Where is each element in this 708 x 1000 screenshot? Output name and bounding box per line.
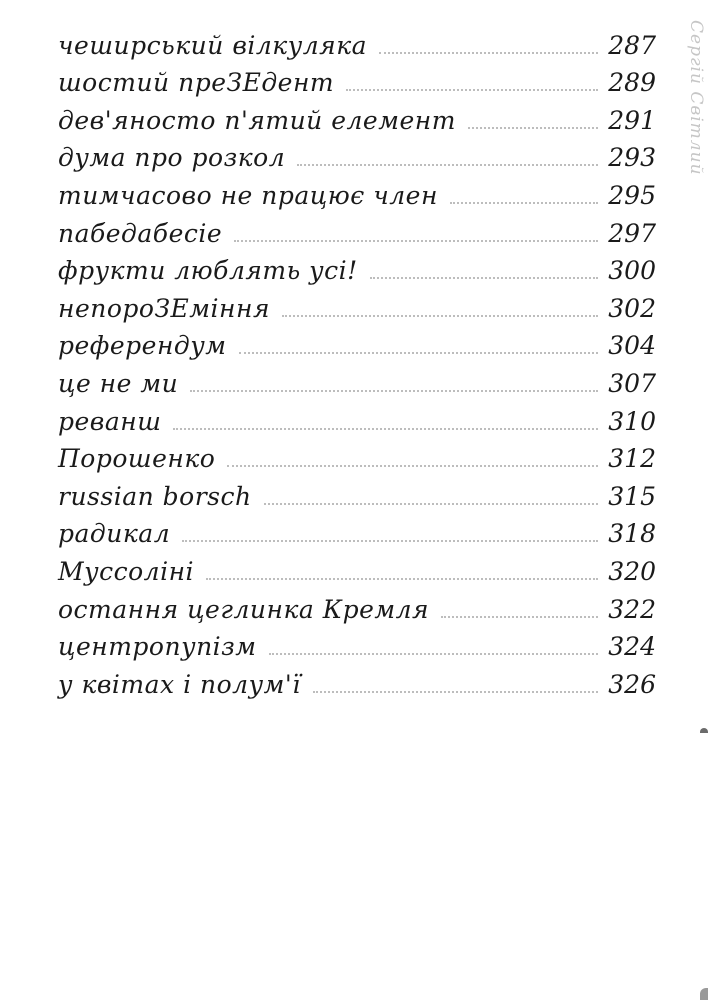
- toc-entry-title: тимчасово не працює член: [58, 180, 438, 210]
- toc-entry: [58, 133, 656, 171]
- toc-entry-title: дума про розкол: [58, 143, 286, 173]
- dot-leader: [227, 465, 598, 467]
- toc-entry-title: Муссоліні: [58, 556, 195, 586]
- page-edge-mark: [700, 728, 708, 733]
- dot-leader: [282, 315, 598, 317]
- dot-leader: [269, 653, 599, 655]
- toc-entry-title: це не ми: [58, 368, 179, 398]
- toc-entry-page: 307: [608, 368, 656, 398]
- toc-entry-title: у квітах і полум'ї: [58, 669, 301, 699]
- toc-entry-page: 326: [608, 669, 656, 699]
- running-header: Сергій Світлий: [686, 20, 706, 176]
- dot-leader: [182, 540, 598, 542]
- dot-leader: [190, 390, 598, 392]
- toc-entry: [58, 208, 656, 246]
- toc-entry-page: 293: [608, 143, 656, 173]
- toc-entry: [58, 246, 656, 284]
- toc-entry: [58, 471, 656, 509]
- dot-leader: [239, 352, 599, 354]
- toc-entry: [58, 283, 656, 321]
- toc-entry: [58, 170, 656, 208]
- table-of-contents: [58, 20, 656, 697]
- toc-entry-page: 320: [608, 556, 656, 586]
- toc-entry-page: 304: [608, 331, 656, 361]
- toc-entry: [58, 659, 656, 697]
- toc-entry-page: 289: [608, 68, 656, 98]
- toc-entry: [58, 58, 656, 96]
- dot-leader: [313, 691, 599, 693]
- toc-entry-page: 322: [608, 594, 656, 624]
- toc-entry: [58, 321, 656, 359]
- toc-entry-page: 315: [608, 481, 656, 511]
- toc-entry-page: 312: [608, 444, 656, 474]
- toc-entry-title: реванш: [58, 406, 162, 436]
- toc-entry: [58, 509, 656, 547]
- page-edge-mark: [700, 988, 708, 1000]
- toc-entry-page: 318: [608, 519, 656, 549]
- dot-leader: [468, 127, 598, 129]
- dot-leader: [234, 240, 598, 242]
- toc-entry-page: 295: [608, 180, 656, 210]
- toc-entry-title: центропупізм: [58, 632, 257, 662]
- toc-entry: [58, 622, 656, 660]
- dot-leader: [173, 428, 598, 430]
- dot-leader: [370, 277, 599, 279]
- dot-leader: [450, 202, 598, 204]
- toc-entry-title: радикал: [58, 519, 171, 549]
- toc-entry-title: пабедабесіе: [58, 218, 223, 248]
- toc-entry: [58, 584, 656, 622]
- dot-leader: [346, 89, 598, 91]
- toc-entry-page: 297: [608, 218, 656, 248]
- toc-entry: [58, 95, 656, 133]
- toc-entry-page: 324: [608, 632, 656, 662]
- toc-entry-title: шостий преЗЕдент: [58, 68, 335, 98]
- toc-entry: [58, 434, 656, 472]
- toc-entry-title: Порошенко: [58, 444, 216, 474]
- toc-entry-title: russian borsch: [58, 481, 252, 511]
- toc-entry-page: 291: [608, 105, 656, 135]
- toc-entry-title: дев'яносто п'ятий елемент: [58, 105, 456, 135]
- toc-entry-title: непороЗЕміння: [58, 293, 271, 323]
- toc-entry-title: чеширський вілкуляка: [58, 30, 368, 60]
- toc-entry-page: 300: [608, 256, 656, 286]
- toc-entry-page: 310: [608, 406, 656, 436]
- dot-leader: [379, 52, 598, 54]
- dot-leader: [206, 578, 598, 580]
- toc-entry: [58, 546, 656, 584]
- dot-leader: [264, 503, 599, 505]
- dot-leader: [441, 616, 598, 618]
- toc-entry-title: референдум: [58, 331, 227, 361]
- toc-entry: [58, 20, 656, 58]
- toc-entry-title: фрукти люблять усі!: [58, 256, 358, 286]
- toc-entry-page: 287: [608, 30, 656, 60]
- toc-entry: [58, 358, 656, 396]
- dot-leader: [297, 164, 598, 166]
- toc-entry: [58, 396, 656, 434]
- toc-entry-page: 302: [608, 293, 656, 323]
- toc-entry-title: остання цеглинка Кремля: [58, 594, 430, 624]
